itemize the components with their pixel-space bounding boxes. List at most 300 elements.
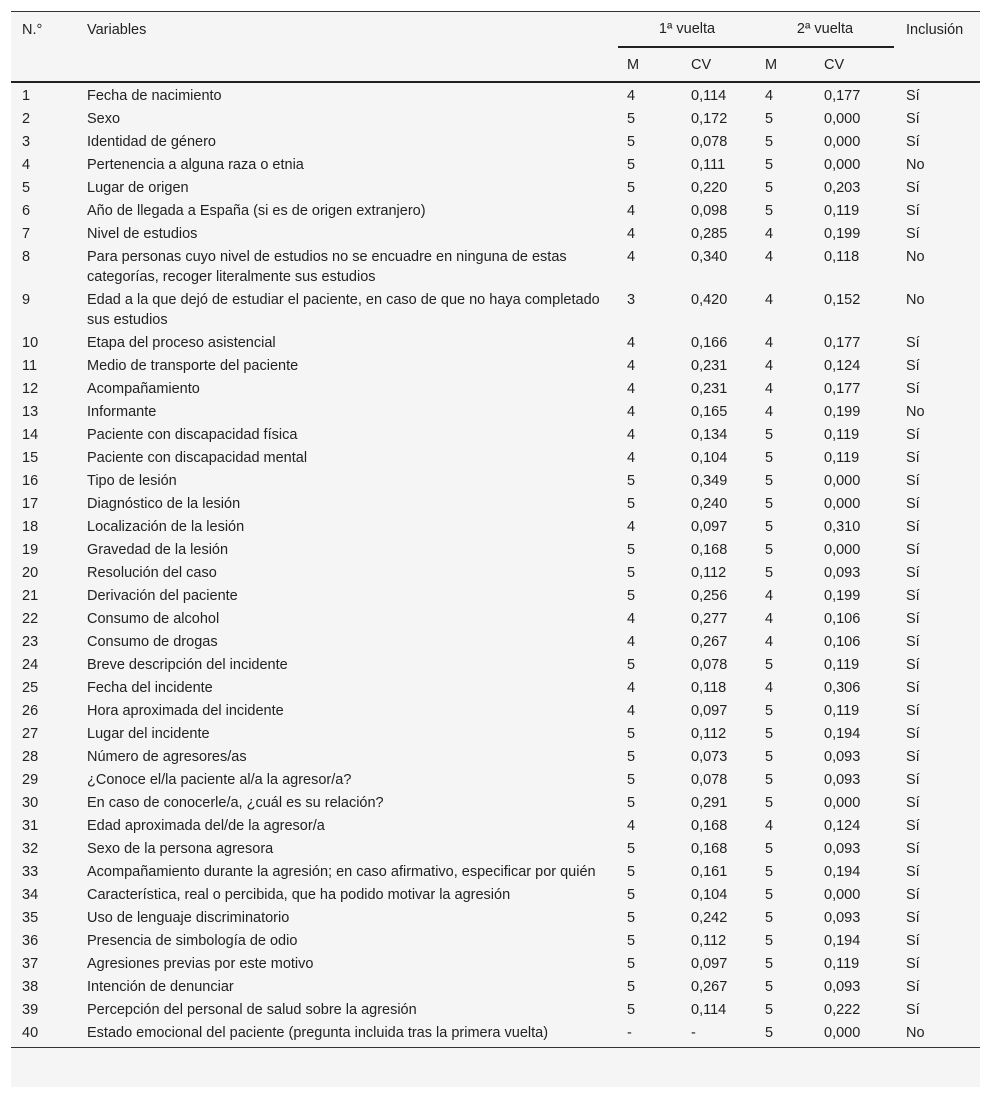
cell-m-round2: 5 bbox=[765, 427, 774, 443]
cell-variable: Número de agresores/as bbox=[87, 749, 247, 765]
cell-cv-round2: 0,152 bbox=[824, 292, 861, 308]
cell-num: 36 bbox=[22, 933, 39, 949]
cell-variable: Gravedad de la lesión bbox=[87, 542, 229, 558]
cell-m-round1: 5 bbox=[627, 910, 636, 926]
cell-variable: Nivel de estudios bbox=[87, 226, 198, 242]
table-row bbox=[11, 447, 980, 470]
cell-cv-round2: 0,199 bbox=[824, 404, 861, 420]
cell-num: 39 bbox=[22, 1002, 39, 1018]
table-row bbox=[11, 562, 980, 585]
cell-inclusion: Sí bbox=[906, 956, 920, 972]
cell-m-round1: 5 bbox=[627, 588, 636, 604]
cell-cv-round2: 0,124 bbox=[824, 818, 861, 834]
table-row bbox=[11, 493, 980, 516]
cell-m-round2: 5 bbox=[765, 565, 774, 581]
cell-m-round1: 4 bbox=[627, 381, 636, 397]
table-row bbox=[11, 108, 980, 131]
cell-num: 25 bbox=[22, 680, 39, 696]
table-row bbox=[11, 246, 980, 289]
cell-num: 5 bbox=[22, 180, 31, 196]
cell-inclusion: Sí bbox=[906, 226, 920, 242]
cell-cv-round1: 0,220 bbox=[691, 180, 728, 196]
cell-cv-round2: 0,000 bbox=[824, 887, 861, 903]
cell-variable: Fecha de nacimiento bbox=[87, 88, 222, 104]
cell-m-round1: 5 bbox=[627, 496, 636, 512]
cell-cv-round1: 0,078 bbox=[691, 657, 728, 673]
table-row bbox=[11, 1022, 980, 1048]
cell-inclusion: Sí bbox=[906, 933, 920, 949]
cell-num: 24 bbox=[22, 657, 39, 673]
cell-m-round2: 5 bbox=[765, 749, 774, 765]
cell-num: 11 bbox=[22, 358, 38, 374]
table-row bbox=[11, 769, 980, 792]
cell-cv-round2: 0,000 bbox=[824, 473, 861, 489]
cell-m-round1: 5 bbox=[627, 841, 636, 857]
cell-variable: Medio de transporte del paciente bbox=[87, 358, 299, 374]
cell-variable: Presencia de simbología de odio bbox=[87, 933, 298, 949]
cell-m-round1: 4 bbox=[627, 703, 636, 719]
cell-m-round1: 4 bbox=[627, 404, 636, 420]
cell-num: 1 bbox=[22, 88, 31, 104]
cell-variable: Consumo de drogas bbox=[87, 634, 218, 650]
table-row bbox=[11, 608, 980, 631]
table-row bbox=[11, 289, 980, 332]
cell-num: 22 bbox=[22, 611, 39, 627]
header-variables: Variables bbox=[82, 12, 618, 48]
cell-cv-round2: 0,119 bbox=[824, 657, 860, 673]
cell-cv-round2: 0,194 bbox=[824, 864, 861, 880]
cell-cv-round1: 0,134 bbox=[691, 427, 728, 443]
cell-inclusion: Sí bbox=[906, 887, 920, 903]
cell-m-round2: 5 bbox=[765, 772, 774, 788]
header-m-round2: M bbox=[756, 47, 814, 82]
cell-cv-round2: 0,000 bbox=[814, 1022, 894, 1048]
cell-num: 23 bbox=[22, 634, 39, 650]
cell-m-round2: 5 bbox=[765, 473, 774, 489]
cell-cv-round2: 0,093 bbox=[824, 910, 861, 926]
cell-inclusion: Sí bbox=[906, 795, 920, 811]
cell-cv-round2: 0,119 bbox=[824, 203, 860, 219]
cell-m-round1: 5 bbox=[627, 933, 636, 949]
cell-variable: Informante bbox=[87, 404, 157, 420]
cell-num: 13 bbox=[22, 404, 39, 420]
cell-variable: Edad aproximada del/de la agresor/a bbox=[87, 818, 325, 834]
cell-cv-round1: 0,165 bbox=[691, 404, 728, 420]
cell-inclusion: Sí bbox=[906, 979, 920, 995]
cell-cv-round1: 0,111 bbox=[691, 157, 726, 173]
cell-m-round1: 4 bbox=[627, 450, 636, 466]
cell-num: 27 bbox=[22, 726, 39, 742]
cell-cv-round2: 0,106 bbox=[824, 611, 861, 627]
cell-m-round2: 4 bbox=[765, 404, 774, 420]
cell-cv-round2: 0,203 bbox=[824, 180, 861, 196]
cell-m-round2: 5 bbox=[765, 910, 774, 926]
cell-m-round2: 4 bbox=[765, 611, 774, 627]
cell-m-round2: 4 bbox=[765, 88, 774, 104]
cell-cv-round2: 0,199 bbox=[824, 226, 861, 242]
cell-m-round2: 5 bbox=[765, 956, 774, 972]
table-row bbox=[11, 976, 980, 999]
cell-inclusion: Sí bbox=[906, 519, 920, 535]
cell-m-round1: 5 bbox=[627, 180, 636, 196]
cell-variable: Paciente con discapacidad mental bbox=[87, 450, 308, 466]
table-row bbox=[11, 424, 980, 447]
cell-cv-round2: 0,093 bbox=[824, 749, 861, 765]
cell-inclusion: Sí bbox=[906, 335, 920, 351]
cell-cv-round1: 0,420 bbox=[691, 292, 728, 308]
cell-m-round1: 4 bbox=[627, 519, 636, 535]
cell-variable: Agresiones previas por este motivo bbox=[87, 956, 314, 972]
cell-variable: Característica, real o percibida, que ha podido motivar la agresión bbox=[87, 887, 511, 903]
cell-cv-round1: 0,166 bbox=[691, 335, 728, 351]
cell-cv-round2: 0,177 bbox=[824, 335, 861, 351]
cell-m-round2: 5 bbox=[765, 519, 774, 535]
cell-num: 30 bbox=[22, 795, 39, 811]
table-row bbox=[11, 815, 980, 838]
cell-num: 4 bbox=[22, 157, 31, 173]
cell-m-round1: 5 bbox=[627, 134, 636, 150]
cell-m-round1: 5 bbox=[627, 542, 636, 558]
cell-cv-round1: 0,078 bbox=[691, 134, 728, 150]
cell-inclusion: Sí bbox=[906, 588, 920, 604]
cell-inclusion: Sí bbox=[906, 111, 920, 127]
cell-variable: Localización de la lesión bbox=[87, 519, 245, 535]
table-row bbox=[11, 999, 980, 1022]
cell-num: 6 bbox=[22, 203, 31, 219]
cell-cv-round2: 0,000 bbox=[824, 157, 861, 173]
cell-cv-round1: 0,231 bbox=[691, 381, 728, 397]
cell-cv-round1: 0,073 bbox=[691, 749, 728, 765]
cell-m-round1: 4 bbox=[627, 358, 636, 374]
cell-cv-round2: 0,119 bbox=[824, 956, 860, 972]
cell-inclusion: Sí bbox=[906, 910, 920, 926]
cell-inclusion: Sí bbox=[906, 473, 920, 489]
cell-inclusion: Sí bbox=[906, 657, 920, 673]
cell-m-round2: 5 bbox=[765, 134, 774, 150]
cell-m-round1: 5 bbox=[627, 795, 636, 811]
cell-m-round2: 5 bbox=[765, 657, 774, 673]
cell-m-round1: 5 bbox=[627, 726, 636, 742]
cell-variable: Uso de lenguaje discriminatorio bbox=[87, 910, 290, 926]
cell-variable: Intención de denunciar bbox=[87, 979, 234, 995]
cell-inclusion: No bbox=[894, 1022, 980, 1048]
cell-inclusion: Sí bbox=[906, 680, 920, 696]
table-row bbox=[11, 82, 980, 108]
cell-m-round2: 4 bbox=[765, 249, 774, 265]
cell-cv-round1: 0,112 bbox=[691, 933, 727, 949]
cell-cv-round2: 0,000 bbox=[824, 111, 861, 127]
cell-m-round2: 4 bbox=[765, 381, 774, 397]
cell-m-round2: 5 bbox=[765, 180, 774, 196]
table-row bbox=[11, 539, 980, 562]
cell-cv-round2: 0,194 bbox=[824, 726, 861, 742]
cell-cv-round1: 0,097 bbox=[691, 519, 728, 535]
cell-variable: Percepción del personal de salud sobre la agresión bbox=[87, 1002, 417, 1018]
cell-m-round2: 5 bbox=[765, 203, 774, 219]
cell-m-round2: 5 bbox=[765, 726, 774, 742]
table-row bbox=[11, 378, 980, 401]
cell-num: 38 bbox=[22, 979, 39, 995]
cell-m-round1: 4 bbox=[627, 680, 636, 696]
cell-cv-round1: 0,168 bbox=[691, 818, 728, 834]
cell-cv-round1: 0,349 bbox=[691, 473, 728, 489]
cell-cv-round1: 0,277 bbox=[691, 611, 728, 627]
cell-variable: Identidad de género bbox=[87, 134, 216, 150]
cell-num: 32 bbox=[22, 841, 39, 857]
cell-num: 20 bbox=[22, 565, 39, 581]
cell-m-round1: 5 bbox=[627, 565, 636, 581]
cell-m-round1: 4 bbox=[627, 427, 636, 443]
cell-inclusion: Sí bbox=[906, 818, 920, 834]
cell-cv-round2: 0,000 bbox=[824, 795, 861, 811]
cell-cv-round1: 0,231 bbox=[691, 358, 728, 374]
cell-m-round2: 5 bbox=[765, 933, 774, 949]
table-row bbox=[11, 154, 980, 177]
table-row bbox=[11, 401, 980, 424]
cell-inclusion: Sí bbox=[906, 381, 920, 397]
cell-m-round2: 4 bbox=[765, 226, 774, 242]
table-row bbox=[11, 200, 980, 223]
table-row bbox=[11, 470, 980, 493]
table-row bbox=[11, 930, 980, 953]
cell-m-round1: 5 bbox=[627, 1002, 636, 1018]
cell-num: 37 bbox=[22, 956, 39, 972]
cell-m-round1: 5 bbox=[627, 157, 636, 173]
cell-inclusion: No bbox=[906, 404, 925, 420]
cell-m-round1: 4 bbox=[627, 634, 636, 650]
cell-num: 7 bbox=[22, 226, 31, 242]
cell-inclusion: Sí bbox=[906, 180, 920, 196]
cell-m-round1: 5 bbox=[627, 749, 636, 765]
cell-num: 19 bbox=[22, 542, 39, 558]
cell-m-round1: 4 bbox=[627, 611, 636, 627]
cell-cv-round1: 0,104 bbox=[691, 887, 728, 903]
cell-cv-round1: 0,172 bbox=[691, 111, 728, 127]
cell-variable: Año de llegada a España (si es de origen extranjero) bbox=[87, 203, 426, 219]
header-inclusion: Inclusión bbox=[894, 12, 980, 48]
table-row bbox=[11, 953, 980, 976]
cell-m-round1: 5 bbox=[627, 979, 636, 995]
cell-variable: Etapa del proceso asistencial bbox=[87, 335, 276, 351]
cell-cv-round1: 0,104 bbox=[691, 450, 728, 466]
cell-m-round2: 5 bbox=[765, 450, 774, 466]
cell-m-round1: 3 bbox=[627, 292, 636, 308]
header-cv-round2: CV bbox=[814, 47, 894, 82]
cell-num: 31 bbox=[22, 818, 39, 834]
cell-m-round2: 4 bbox=[765, 358, 774, 374]
header-m-round1: M bbox=[618, 47, 678, 82]
header-round1: 1ª vuelta bbox=[618, 12, 756, 48]
table-row bbox=[11, 223, 980, 246]
cell-variable: Breve descripción del incidente bbox=[87, 657, 288, 673]
cell-m-round2: 5 bbox=[765, 542, 774, 558]
cell-num: 18 bbox=[22, 519, 39, 535]
cell-num: 3 bbox=[22, 134, 31, 150]
cell-cv-round1: 0,118 bbox=[691, 680, 727, 696]
cell-cv-round1: 0,242 bbox=[691, 910, 728, 926]
table-row bbox=[11, 131, 980, 154]
cell-variable: En caso de conocerle/a, ¿cuál es su relación? bbox=[87, 795, 384, 811]
cell-cv-round2: 0,119 bbox=[824, 427, 860, 443]
cell-cv-round2: 0,093 bbox=[824, 841, 861, 857]
cell-cv-round1: 0,114 bbox=[691, 88, 727, 104]
table-row bbox=[11, 177, 980, 200]
cell-cv-round2: 0,000 bbox=[824, 134, 861, 150]
cell-cv-round2: 0,000 bbox=[824, 496, 861, 512]
cell-variable: Lugar de origen bbox=[87, 180, 189, 196]
cell-inclusion: Sí bbox=[906, 611, 920, 627]
cell-m-round1: 4 bbox=[627, 203, 636, 219]
cell-m-round1: 5 bbox=[627, 473, 636, 489]
cell-cv-round1: 0,097 bbox=[691, 703, 728, 719]
cell-num: 34 bbox=[22, 887, 39, 903]
table-row bbox=[11, 723, 980, 746]
cell-cv-round1: 0,078 bbox=[691, 772, 728, 788]
cell-cv-round1: 0,240 bbox=[691, 496, 728, 512]
cell-m-round1: 4 bbox=[627, 226, 636, 242]
cell-variable: Estado emocional del paciente (pregunta incluida tras la primera vuelta) bbox=[82, 1022, 618, 1048]
table-row bbox=[11, 654, 980, 677]
cell-m-round1: 5 bbox=[627, 657, 636, 673]
cell-cv-round2: 0,000 bbox=[824, 542, 861, 558]
cell-inclusion: Sí bbox=[906, 427, 920, 443]
cell-m-round2: 4 bbox=[765, 292, 774, 308]
cell-variable: Lugar del incidente bbox=[87, 726, 210, 742]
cell-cv-round2: 0,119 bbox=[824, 703, 860, 719]
cell-num: 10 bbox=[22, 335, 39, 351]
cell-num: 17 bbox=[22, 496, 39, 512]
cell-m-round2: 5 bbox=[765, 864, 774, 880]
cell-variable: Sexo de la persona agresora bbox=[87, 841, 274, 857]
cell-inclusion: No bbox=[906, 157, 925, 173]
cell-inclusion: No bbox=[906, 292, 925, 308]
cell-variable: Resolución del caso bbox=[87, 565, 217, 581]
variables-table bbox=[11, 11, 980, 1048]
cell-inclusion: Sí bbox=[906, 450, 920, 466]
cell-cv-round2: 0,093 bbox=[824, 979, 861, 995]
cell-m-round1: 5 bbox=[627, 887, 636, 903]
cell-m-round1: - bbox=[618, 1022, 678, 1048]
cell-cv-round2: 0,194 bbox=[824, 933, 861, 949]
cell-m-round2: 5 bbox=[765, 111, 774, 127]
cell-cv-round1: 0,168 bbox=[691, 841, 728, 857]
cell-cv-round1: 0,285 bbox=[691, 226, 728, 242]
cell-variable: Edad a la que dejó de estudiar el paciente, en caso de que no haya completado sus estudios bbox=[87, 292, 600, 328]
cell-cv-round2: 0,106 bbox=[824, 634, 861, 650]
cell-inclusion: Sí bbox=[906, 634, 920, 650]
header-num: N.° bbox=[11, 12, 82, 48]
cell-variable: Para personas cuyo nivel de estudios no se encuadre en ninguna de estas categorías, recoger literalmente sus estudios bbox=[87, 249, 567, 285]
cell-m-round2: 5 bbox=[765, 841, 774, 857]
cell-cv-round2: 0,177 bbox=[824, 381, 861, 397]
cell-inclusion: Sí bbox=[906, 749, 920, 765]
header-round2: 2ª vuelta bbox=[756, 12, 894, 48]
cell-inclusion: Sí bbox=[906, 358, 920, 374]
cell-inclusion: Sí bbox=[906, 726, 920, 742]
cell-m-round1: 5 bbox=[627, 111, 636, 127]
cell-num: 8 bbox=[22, 249, 31, 265]
cell-num: 14 bbox=[22, 427, 39, 443]
cell-cv-round1: 0,098 bbox=[691, 203, 728, 219]
table-body bbox=[11, 82, 980, 1048]
cell-cv-round2: 0,306 bbox=[824, 680, 861, 696]
cell-num: 15 bbox=[22, 450, 39, 466]
cell-m-round1: 4 bbox=[627, 249, 636, 265]
cell-variable: Tipo de lesión bbox=[87, 473, 177, 489]
cell-m-round2: 5 bbox=[765, 979, 774, 995]
table-row bbox=[11, 861, 980, 884]
cell-cv-round1: - bbox=[678, 1022, 756, 1048]
cell-cv-round2: 0,119 bbox=[824, 450, 860, 466]
cell-variable: Pertenencia a alguna raza o etnia bbox=[87, 157, 304, 173]
cell-cv-round2: 0,118 bbox=[824, 249, 860, 265]
cell-variable: Consumo de alcohol bbox=[87, 611, 220, 627]
cell-inclusion: Sí bbox=[906, 1002, 920, 1018]
cell-inclusion: Sí bbox=[906, 565, 920, 581]
cell-cv-round1: 0,161 bbox=[691, 864, 728, 880]
table-row bbox=[11, 700, 980, 723]
cell-num: 16 bbox=[22, 473, 39, 489]
table-container bbox=[11, 11, 980, 1087]
cell-inclusion: Sí bbox=[906, 841, 920, 857]
cell-inclusion: Sí bbox=[906, 203, 920, 219]
table-row bbox=[11, 746, 980, 769]
cell-m-round2: 5 bbox=[765, 703, 774, 719]
cell-inclusion: Sí bbox=[906, 134, 920, 150]
cell-variable: Acompañamiento durante la agresión; en caso afirmativo, especificar por quién bbox=[87, 864, 596, 880]
table-row bbox=[11, 838, 980, 861]
table-row bbox=[11, 907, 980, 930]
cell-cv-round2: 0,093 bbox=[824, 565, 861, 581]
cell-num: 28 bbox=[22, 749, 39, 765]
cell-variable: Acompañamiento bbox=[87, 381, 200, 397]
cell-num: 29 bbox=[22, 772, 39, 788]
cell-variable: Sexo bbox=[87, 111, 121, 127]
cell-variable: Fecha del incidente bbox=[87, 680, 213, 696]
cell-cv-round2: 0,310 bbox=[824, 519, 861, 535]
cell-m-round2: 5 bbox=[765, 795, 774, 811]
table-row bbox=[11, 792, 980, 815]
cell-m-round1: 4 bbox=[627, 88, 636, 104]
cell-cv-round2: 0,222 bbox=[824, 1002, 861, 1018]
table-row bbox=[11, 884, 980, 907]
cell-inclusion: Sí bbox=[906, 703, 920, 719]
cell-m-round1: 5 bbox=[627, 772, 636, 788]
header-cv-round1: CV bbox=[678, 47, 756, 82]
cell-inclusion: Sí bbox=[906, 864, 920, 880]
cell-m-round2: 4 bbox=[765, 588, 774, 604]
cell-cv-round1: 0,112 bbox=[691, 565, 727, 581]
cell-cv-round1: 0,291 bbox=[691, 795, 728, 811]
cell-num: 2 bbox=[22, 111, 31, 127]
cell-num: 21 bbox=[22, 588, 39, 604]
cell-inclusion: Sí bbox=[906, 88, 920, 104]
cell-num: 26 bbox=[22, 703, 39, 719]
cell-m-round1: 4 bbox=[627, 818, 636, 834]
cell-cv-round1: 0,112 bbox=[691, 726, 727, 742]
cell-variable: Paciente con discapacidad física bbox=[87, 427, 298, 443]
cell-m-round2: 5 bbox=[765, 496, 774, 512]
cell-m-round1: 5 bbox=[627, 956, 636, 972]
cell-inclusion: Sí bbox=[906, 542, 920, 558]
cell-variable: ¿Conoce el/la paciente al/a la agresor/a? bbox=[87, 772, 352, 788]
cell-m-round2: 5 bbox=[765, 1002, 774, 1018]
cell-cv-round1: 0,267 bbox=[691, 979, 728, 995]
cell-cv-round2: 0,093 bbox=[824, 772, 861, 788]
cell-num: 35 bbox=[22, 910, 39, 926]
cell-m-round1: 5 bbox=[627, 864, 636, 880]
cell-variable: Diagnóstico de la lesión bbox=[87, 496, 241, 512]
